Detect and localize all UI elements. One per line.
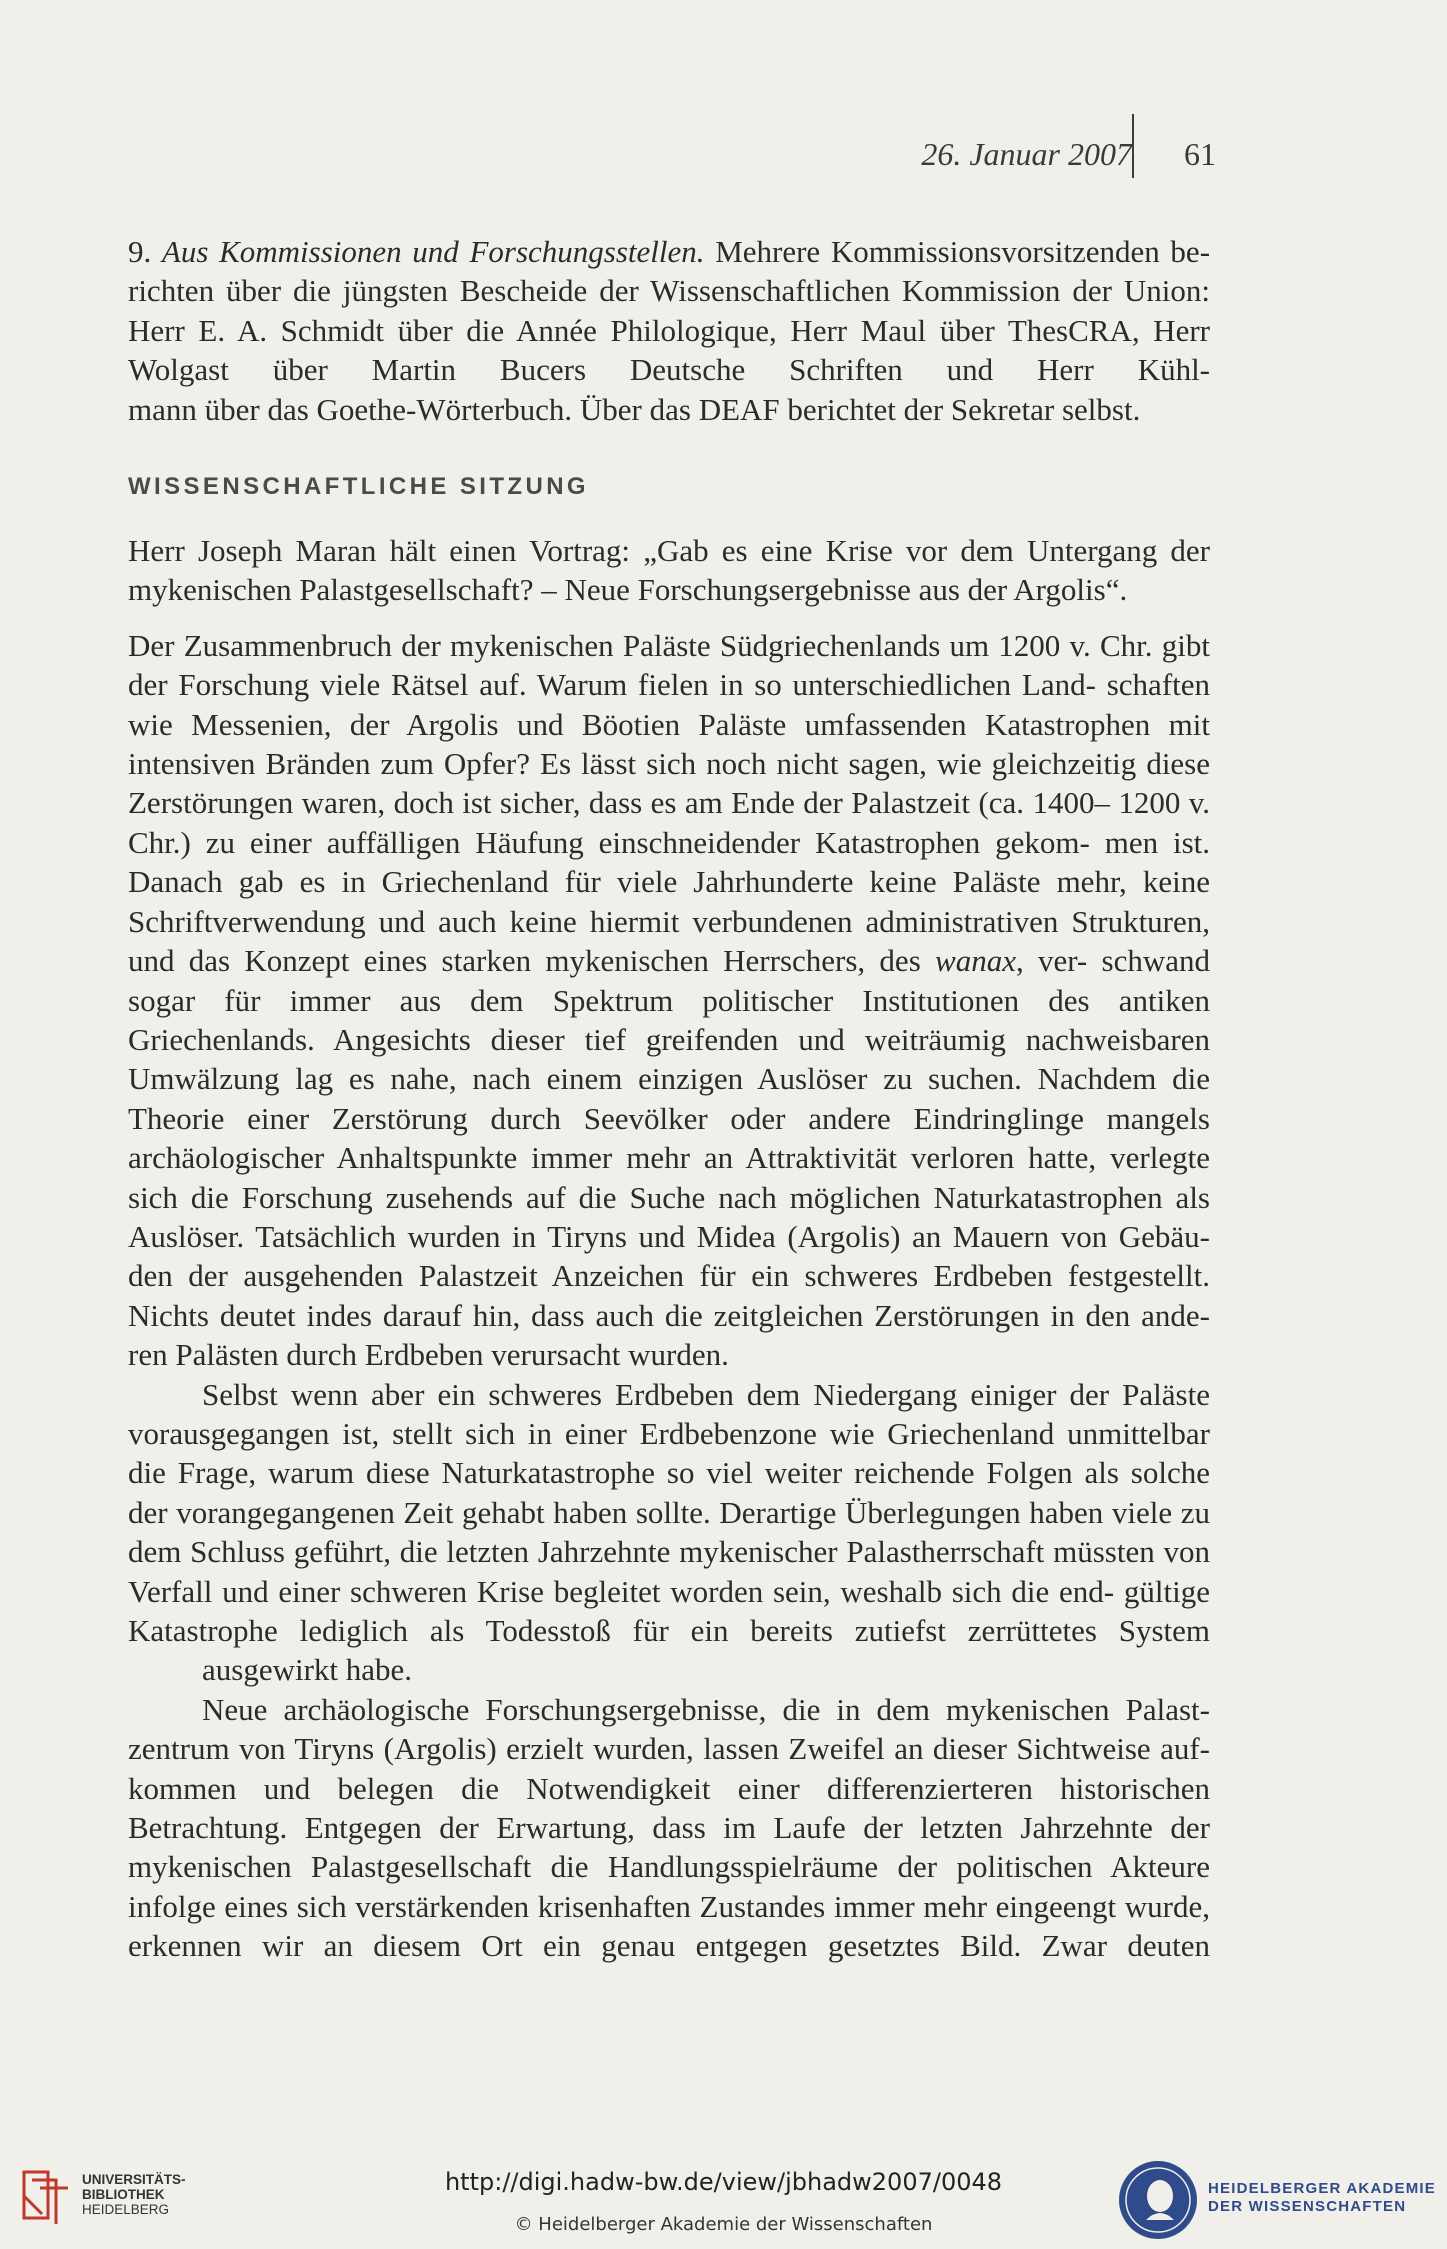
- text-line: Strukturen, und das Konzept eines starken mykenischen Herrschers, des: [128, 903, 1211, 979]
- text-line: schwand sogar für immer aus dem Spektrum politischer Institutionen des antiken: [128, 943, 1211, 1018]
- text-line: mykenischen Palastgesellschaft die Handlungsspielräume der politischen Akteure: [128, 1849, 1210, 1885]
- academy-seal-icon: [1116, 2158, 1200, 2242]
- text-line: richten über die jüngsten Bescheide der Wissenschaftlichen Kommission der: [128, 273, 1112, 309]
- text-line: kommen und belegen die Notwendigkeit einer differenzierteren historischen: [128, 1770, 1210, 1806]
- text-line: zu dem Schluss geführt, die letzten Jahrzehnte mykenischer Palastherrschaft müssten: [128, 1494, 1211, 1570]
- text-line: gültige Katastrophe lediglich als Todesstoß für ein bereits zutiefst zerrüttetes System: [128, 1573, 1211, 1648]
- header-divider: [1132, 114, 1134, 178]
- text-line: der vorangegangenen Zeit gehabt haben sollte. Derartige Überlegungen haben viele: [128, 1494, 1173, 1530]
- text-line: Selbst wenn aber ein schweres Erdbeben dem Niedergang einiger der Paläste: [202, 1376, 1210, 1412]
- text-line: , ver-: [1015, 943, 1088, 979]
- text-line: 1200 v. Chr.) zu einer auffälligen Häufung einschneidender Katastrophen gekom-: [128, 785, 1211, 860]
- text-line: Neue archäologische Forschungsergebnisse, die in dem mykenischen Palast-: [202, 1691, 1210, 1727]
- paragraph-2: [128, 1375, 1210, 1690]
- text-line: Union: Herr E. A. Schmidt über die Année Philologique, Herr Maul über: [128, 273, 1210, 348]
- academy-name: HEIDELBERGER AKADEMIE DER WISSENSCHAFTEN: [1208, 2180, 1436, 2215]
- text-line: vorausgegangen ist, stellt sich in einer Erdbebenzone wie Griechenland unmittelbar: [128, 1415, 1210, 1451]
- section-heading: WISSENSCHAFTLICHE SITZUNG: [128, 473, 589, 501]
- text-line: die Frage, warum diese Naturkatastrophe so viel weiter reichende Folgen als solche: [128, 1455, 1210, 1491]
- text-line: mit intensiven Bränden zum Opfer? Es lässt sich noch nicht sagen, wie gleichzeitig: [128, 706, 1210, 782]
- source-url-link[interactable]: http://digi.hadw-bw.de/view/jbhadw2007/0048: [444, 2168, 1003, 2196]
- text-line: ren Palästen durch Erdbeben verursacht wurden.: [128, 1337, 729, 1373]
- text-line: mann über das Goethe-Wörterbuch. Über das DEAF berichtet der Sekretar selbst.: [128, 391, 1141, 427]
- running-header: [860, 132, 1216, 174]
- text-line: Griechenlands. Angesichts dieser tief greifenden und weiträumig nachweisbaren: [128, 1021, 1210, 1057]
- text-line: keine Schriftverwendung und auch keine hiermit verbundenen administrativen: [128, 864, 1211, 939]
- text-line: sich die Forschung zusehends auf die Suche nach möglichen Naturkatastrophen als: [128, 1179, 1210, 1215]
- text-line: wurde, erkennen wir an diesem Ort ein genau entgegen gesetztes Bild. Zwar deuten: [128, 1888, 1210, 1964]
- text-line: Theorie einer Zerstörung durch Seevölker oder andere Eindringlinge mangels: [128, 1100, 1210, 1136]
- section-9-paragraph: [128, 232, 1210, 429]
- section-title: Aus Kommissionen und Forschungsstellen.: [161, 234, 705, 269]
- text-line: den der ausgehenden Palastzeit Anzeichen für ein schweres Erdbeben festgestellt.: [128, 1258, 1210, 1294]
- text-line: zentrum von Tiryns (Argolis) erzielt wurden, lassen Zweifel an dieser Sichtweise auf-: [128, 1731, 1210, 1767]
- text-line: ThesCRA, Herr Wolgast über Martin Bucers Deutsche Schriften und Herr Kühl-: [128, 312, 1210, 388]
- main-text: [128, 232, 1210, 1966]
- text-line: gibt der Forschung viele Rätsel auf. Warum fielen in so unterschiedlichen Land-: [128, 627, 1210, 703]
- paragraph-1: [128, 626, 1210, 1375]
- text-line: Herr Joseph Maran hält einen Vortrag: „Gab es eine Krise vor dem Untergang der: [128, 533, 1210, 569]
- text-line: schaften wie Messenien, der Argolis und Böotien Paläste umfassenden Katastrophen: [128, 667, 1211, 742]
- text-line: Mehrere Kommissionsvorsitzenden be-: [715, 234, 1211, 269]
- text-line: Umwälzung lag es nahe, nach einem einzigen Auslöser zu suchen. Nachdem die: [128, 1061, 1210, 1097]
- text-line: archäologischer Anhaltspunkte immer mehr an Attraktivität verloren hatte, verlegte: [128, 1140, 1210, 1176]
- text-line: infolge eines sich verstärkenden krisenhaften Zustandes immer mehr eingeengt: [128, 1888, 1117, 1924]
- copyright-notice: © Heidelberger Akademie der Wissenschaften: [514, 2214, 933, 2235]
- text-line: men ist. Danach gab es in Griechenland für viele Jahrhunderte keine Paläste mehr,: [128, 824, 1210, 900]
- text-line: mykenischen Palastgesellschaft? – Neue Forschungsergebnisse aus der Argolis“.: [128, 572, 1128, 608]
- page-number: 61: [1184, 136, 1216, 172]
- text-line: von Verfall und einer schweren Krise begleitet worden sein, weshalb sich die end-: [128, 1534, 1210, 1609]
- intro-paragraph: [128, 531, 1210, 610]
- header-date: 26. Januar 2007: [921, 136, 1132, 172]
- section-number: 9.: [128, 234, 152, 269]
- text-line: Nichts deutet indes darauf hin, dass auch die zeitgleichen Zerstörungen in den ande-: [128, 1297, 1210, 1333]
- university-library-name: UNIVERSITÄTS- BIBLIOTHEK HEIDELBERG: [82, 2172, 186, 2217]
- text-line: Betrachtung. Entgegen der Erwartung, dass im Laufe der letzten Jahrzehnte der: [128, 1810, 1210, 1846]
- text-line: diese Zerstörungen waren, doch ist sicher, dass es am Ende der Palastzeit (ca. 1400–: [128, 746, 1211, 821]
- paragraph-3: [128, 1690, 1210, 1966]
- text-line: ausgewirkt habe.: [202, 1652, 413, 1688]
- italic-term: wanax: [935, 943, 1016, 979]
- text-line: Auslöser. Tatsächlich wurden in Tiryns und Midea (Argolis) an Mauern von Gebäu-: [128, 1218, 1210, 1254]
- page-footer: [0, 2150, 1447, 2249]
- text-line: Der Zusammenbruch der mykenischen Paläste Südgriechenlands um 1200 v. Chr.: [128, 627, 1153, 663]
